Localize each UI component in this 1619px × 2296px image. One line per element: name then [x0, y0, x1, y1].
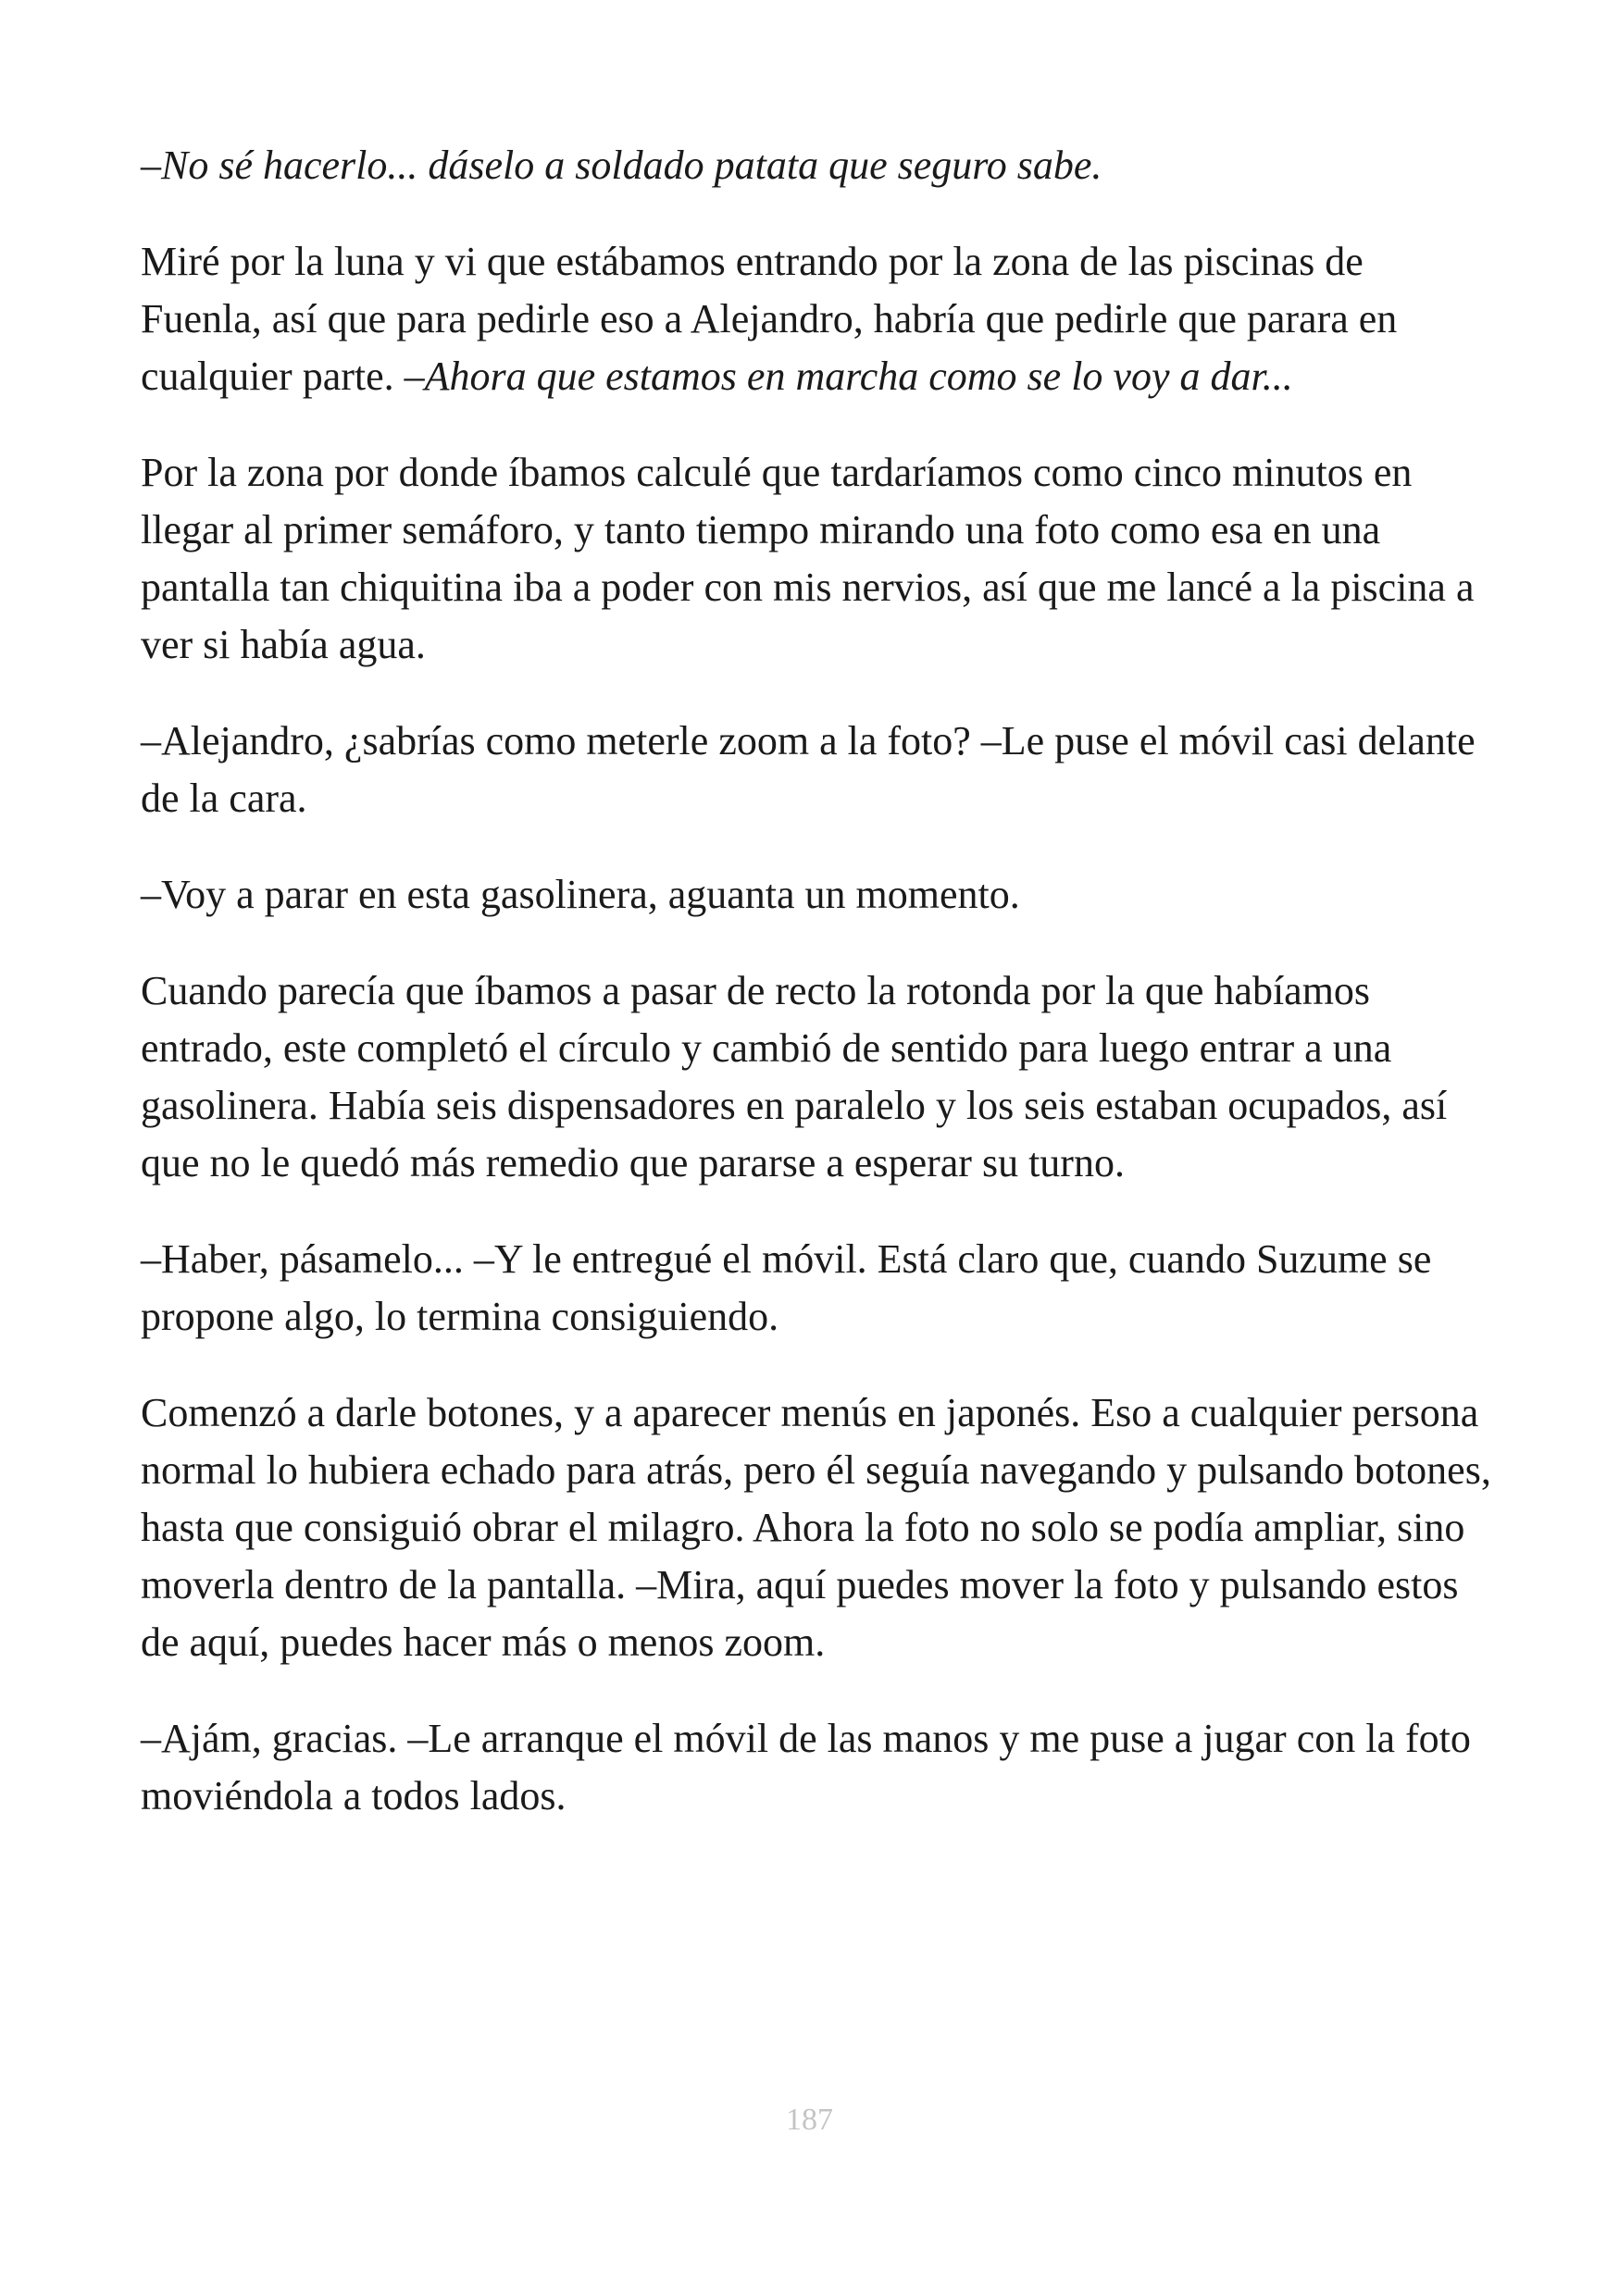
paragraph-9: –Ajám, gracias. –Le arranque el móvil de las manos y me puse a jugar con la foto moviéndola a todos lados.	[141, 1716, 1471, 1818]
italic-thought: –Ahora que estamos en marcha como se lo voy a dar...	[404, 354, 1293, 399]
paragraph-3: Por la zona por donde íbamos calculé que tardaríamos como cinco minutos en llegar al primer semáforo, y tanto tiempo mirando una foto como esa en una pantalla tan chiquitina iba a poder con mis nervios, así que me lancé a la piscina a ver si había agua.	[141, 450, 1475, 667]
paragraph-text: Miré por la luna y vi que estábamos entrando por la zona de las piscinas de Fuenla, así que para pedirle eso a Alejandro, habría que pedirle que parara en cualquier parte.	[141, 239, 1398, 399]
page-body	[141, 137, 1492, 1864]
paragraph-7: –Haber, pásamelo... –Y le entregué el móvil. Está claro que, cuando Suzume se propone algo, lo termina consiguiendo.	[141, 1236, 1432, 1339]
paragraph-2	[141, 233, 1492, 405]
page-number: 187	[786, 2103, 833, 2137]
paragraph-6: Cuando parecía que íbamos a pasar de recto la rotonda por la que habíamos entrado, este completó el círculo y cambió de sentido para luego entrar a una gasolinera. Había seis dispensadores en paralelo y los seis estaban ocupados, así que no le quedó más remedio que pararse a esperar su turno.	[141, 968, 1448, 1185]
paragraph-4: –Alejandro, ¿sabrías como meterle zoom a la foto? –Le puse el móvil casi delante de la cara.	[141, 718, 1476, 821]
italic-dialogue: –No sé hacerlo... dáselo a soldado patata que seguro sabe.	[141, 143, 1102, 188]
paragraph-1	[141, 137, 1492, 194]
paragraph-5: –Voy a parar en esta gasolinera, aguanta un momento.	[141, 872, 1020, 917]
paragraph-8: Comenzó a darle botones, y a aparecer menús en japonés. Eso a cualquier persona normal lo hubiera echado para atrás, pero él seguía navegando y pulsando botones, hasta que consiguió obrar el milagro. Ahora la foto no solo se podía ampliar, sino moverla dentro de la pantalla. –Mira, aquí puedes mover la foto y pulsando estos de aquí, puedes hacer más o menos zoom.	[141, 1390, 1491, 1665]
